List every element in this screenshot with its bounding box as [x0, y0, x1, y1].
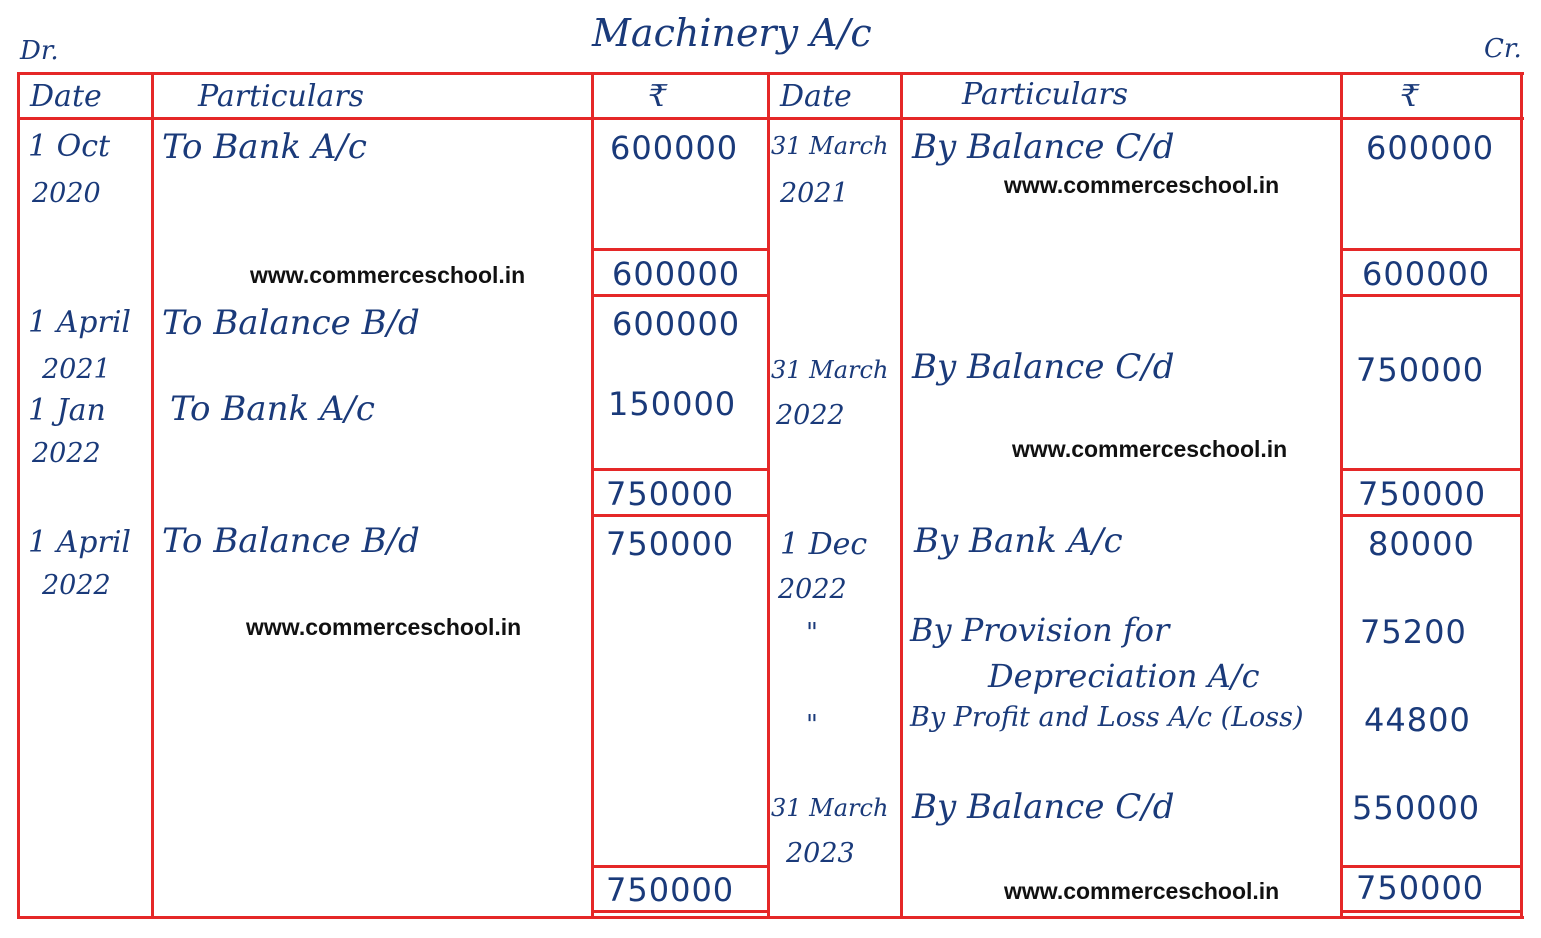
dr-y1-amount: 600000 — [610, 129, 739, 167]
cr-header-amount: ₹ — [1400, 79, 1420, 114]
bottom-border — [17, 916, 1524, 919]
cr-total-rule-3b — [1340, 910, 1523, 913]
cr-y1-date-day: 31 March — [771, 132, 889, 160]
cr-y3-e2-amount: 75200 — [1360, 613, 1467, 651]
header-underline — [17, 117, 1524, 120]
cr-y3-e3-particulars: By Profit and Loss A/c (Loss) — [910, 702, 1304, 733]
dr-total-rule-3b — [591, 910, 770, 913]
cr-y3-e2-particulars-line2: Depreciation A/c — [988, 657, 1260, 695]
cr-y3-e3-date-ditto: " — [806, 710, 818, 740]
dr-label: Dr. — [20, 36, 59, 66]
cr-y2-date-year: 2022 — [776, 400, 845, 431]
cr-y1-date-year: 2021 — [780, 178, 849, 209]
cr-y2-amount: 750000 — [1356, 351, 1485, 389]
dr-total-rule-3a — [591, 865, 770, 868]
dr-y1-particulars: To Bank A/c — [162, 127, 367, 167]
cr-y3-e2-date-ditto: " — [806, 618, 818, 648]
cr-y3-total: 750000 — [1356, 869, 1485, 907]
cr-total-rule-2b — [1340, 514, 1523, 517]
dr-header-date: Date — [30, 79, 102, 114]
col-sep-2 — [591, 72, 594, 919]
cr-y2-total: 750000 — [1358, 475, 1487, 513]
cr-y3-e1-date-year: 2022 — [778, 574, 847, 605]
dr-total-rule-2b — [591, 514, 770, 517]
dr-y2-e2-date-day: 1 Jan — [28, 393, 106, 428]
dr-y2-e1-date-day: 1 April — [28, 305, 132, 340]
col-sep-3 — [767, 72, 770, 919]
cr-y3-e1-particulars: By Bank A/c — [914, 521, 1123, 561]
cr-total-rule-2a — [1340, 468, 1523, 471]
dr-y3-amount: 750000 — [606, 525, 735, 563]
watermark-2: www.commerceschool.in — [1004, 172, 1280, 198]
cr-y2-date-day: 31 March — [771, 356, 889, 384]
cr-y3-e1-date-day: 1 Dec — [780, 527, 868, 562]
col-sep-4 — [900, 72, 903, 919]
dr-y2-e1-particulars: To Balance B/d — [162, 303, 420, 343]
dr-y1-date-day: 1 Oct — [28, 129, 111, 164]
dr-total-rule-1b — [591, 294, 770, 297]
dr-total-rule-2a — [591, 468, 770, 471]
cr-y3-e4-date-year: 2023 — [786, 838, 855, 869]
dr-y2-e2-date-year: 2022 — [32, 438, 101, 469]
dr-y3-date-day: 1 April — [28, 525, 132, 560]
watermark-5: www.commerceschool.in — [1004, 878, 1280, 904]
dr-y3-date-year: 2022 — [42, 570, 111, 601]
dr-y2-e1-date-year: 2021 — [42, 354, 111, 385]
cr-y3-e2-particulars-line1: By Provision for — [910, 611, 1170, 649]
dr-y3-particulars: To Balance B/d — [162, 521, 420, 561]
cr-total-rule-1b — [1340, 294, 1523, 297]
dr-y1-date-year: 2020 — [32, 178, 101, 209]
dr-total-rule-1a — [591, 248, 770, 251]
col-sep-1 — [151, 72, 154, 919]
cr-y3-e1-amount: 80000 — [1368, 525, 1475, 563]
dr-header-particulars: Particulars — [198, 79, 365, 114]
cr-y1-particulars: By Balance C/d — [912, 127, 1175, 167]
cr-y3-e4-amount: 550000 — [1352, 789, 1481, 827]
watermark-4: www.commerceschool.in — [246, 614, 522, 640]
cr-label: Cr. — [1484, 34, 1522, 64]
dr-y3-total: 750000 — [606, 871, 735, 909]
page-title: Machinery A/c — [592, 11, 872, 55]
dr-y2-e2-particulars: To Bank A/c — [170, 389, 375, 429]
cr-y2-particulars: By Balance C/d — [912, 347, 1175, 387]
watermark-1: www.commerceschool.in — [250, 262, 526, 288]
col-sep-5 — [1340, 72, 1343, 919]
cr-header-particulars: Particulars — [962, 77, 1129, 112]
dr-y2-total: 750000 — [606, 475, 735, 513]
top-border — [17, 72, 1524, 75]
cr-y3-e4-particulars: By Balance C/d — [912, 787, 1175, 827]
cr-y1-total: 600000 — [1362, 255, 1491, 293]
dr-y2-e1-amount: 600000 — [612, 305, 741, 343]
cr-y3-e4-date-day: 31 March — [771, 794, 889, 822]
cr-header-date: Date — [780, 79, 852, 114]
dr-y2-e2-amount: 150000 — [608, 385, 737, 423]
cr-y3-e3-amount: 44800 — [1364, 701, 1471, 739]
cr-y1-amount: 600000 — [1366, 129, 1495, 167]
watermark-3: www.commerceschool.in — [1012, 436, 1288, 462]
right-border — [1520, 72, 1523, 919]
dr-y1-total: 600000 — [612, 255, 741, 293]
cr-total-rule-3a — [1340, 865, 1523, 868]
left-border — [17, 72, 20, 919]
cr-total-rule-1a — [1340, 248, 1523, 251]
dr-header-amount: ₹ — [648, 79, 668, 114]
